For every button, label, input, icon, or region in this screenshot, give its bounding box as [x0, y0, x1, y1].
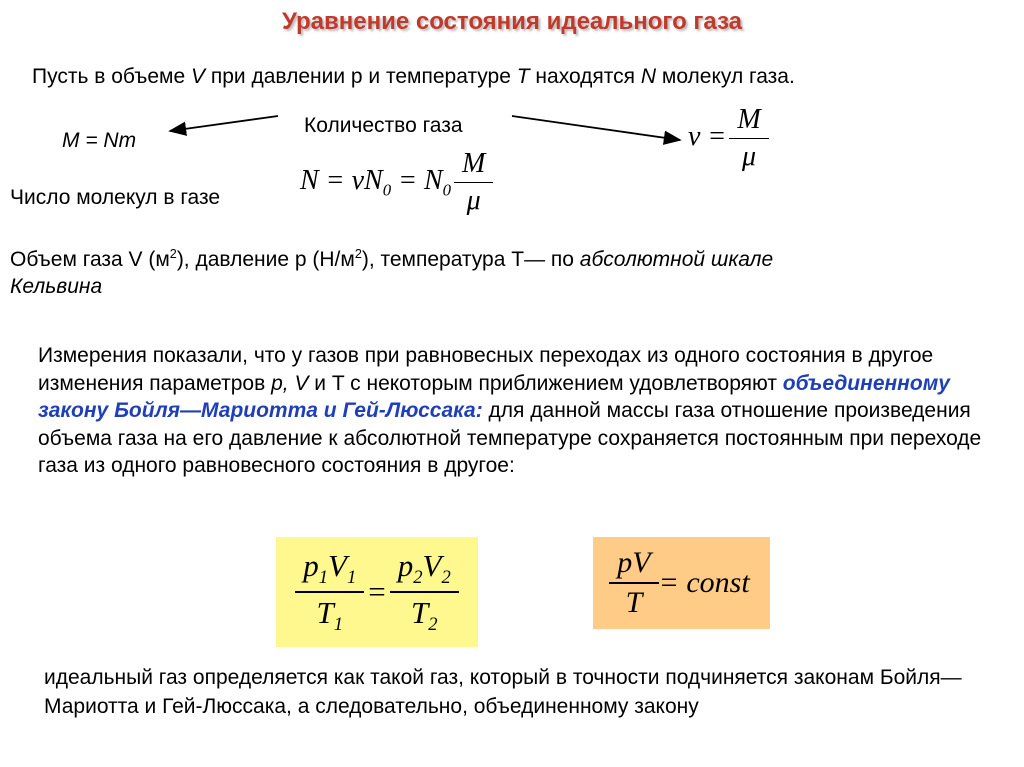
n-formula: $N = \nu N_0 = N_0$ $\frac{M}{\mu}$ [300, 148, 489, 217]
slide-title: Уравнение состояния идеального газа [281, 8, 743, 35]
intro-var-t: T [516, 65, 530, 88]
quantity-label: Количество газа [304, 114, 463, 137]
params-italic: p, V [271, 371, 309, 395]
intro-text-3: находятся [529, 65, 641, 88]
intro-var-v: V [191, 65, 206, 88]
n-lhs: N = νN [300, 164, 383, 196]
n-mid: = N [391, 164, 443, 196]
nu-numerator: M [737, 104, 761, 135]
combined-law-box: $\frac{p_1V_1}{T_1}$ = $\frac{p_2V_2}{T_2}$ [276, 537, 478, 647]
const-law-box [593, 537, 770, 629]
intro-text-1: Пусть в объеме [32, 65, 192, 88]
units-italic-2: Кельвина [10, 275, 103, 298]
measurement-paragraph: Измерения показали, что у газов при равновесных переходах из одного состояния в другое изменения параметров p, V и T с некоторым приближением удовлетворяют объединенному закону Бойля—Мариотта и Гей-Люссака: для данной массы газа отношение произведения объема газа на его давление к абсолютной температуре сохраняется постоянным при переходе газа из одного равновесного состояния в другое: [38, 344, 982, 477]
n-numerator: M [462, 148, 486, 179]
equals-sign: = [368, 574, 386, 609]
const-numerator: pV [617, 546, 651, 579]
const-denominator: T [609, 582, 658, 620]
mass-formula: M = Nm [62, 129, 137, 152]
units-italic-1: абсолютной шкале [579, 248, 774, 271]
intro-text-2: при давлении р и температуре [205, 65, 517, 88]
const-rhs: = const [658, 566, 750, 599]
combined-law-highlight: объединенному закону Бойля—Мариотта и Гей-Люссака: [38, 371, 950, 422]
n-denominator: μ [454, 182, 493, 217]
intro-var-n: N [640, 65, 657, 88]
nu-lhs: ν = [688, 120, 727, 152]
arrow-left [170, 116, 278, 131]
conclusion-paragraph: идеальный газ определяется как такой газ, который в точности подчиняется законам Бойля—Мариотта и Гей-Люссака, а следовательно, объединенному закону [44, 666, 962, 718]
intro-text-4: молекул газа. [656, 65, 795, 88]
molecule-count-label: Число молекул в газе [10, 186, 221, 209]
arrow-right [512, 116, 680, 140]
nu-denominator: μ [729, 138, 768, 173]
nu-formula [688, 104, 765, 173]
units-text: Объем газа V $(м^2)$, давление р $(Н/м^2)$, температура T— по абсолютной шкале Кельвина [10, 247, 774, 298]
